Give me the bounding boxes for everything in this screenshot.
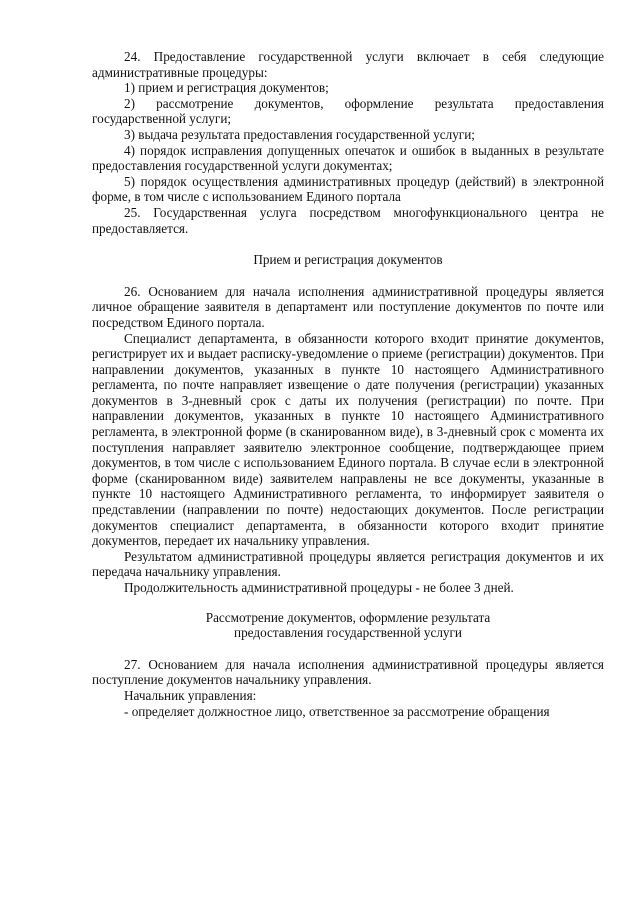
item-25: 25. Государственная услуга посредством многофункционального центра не предоставляется. xyxy=(92,204,604,236)
section-heading-review-line1: Рассмотрение документов, оформление результата xyxy=(205,609,491,625)
section-heading-review-line2: предоставления государственной услуги xyxy=(234,625,462,641)
item-24-intro: 24. Предоставление государственной услуги включает в себя следующие административные процедуры: xyxy=(92,49,604,80)
procedure-2: 2) рассмотрение документов, оформление результата предоставления государственной услуги; xyxy=(92,95,604,127)
section-heading-reception: Прием и регистрация документов xyxy=(253,252,443,268)
procedure-1: 1) прием и регистрация документов; xyxy=(124,80,329,96)
procedure-5: 5) порядок осуществления административных процедур (действий) в электронной форме, в том числе с использованием Единого портала xyxy=(92,173,604,205)
procedure-3: 3) выдача результата предоставления государственной услуги; xyxy=(124,126,475,142)
item-27: 27. Основанием для начала исполнения административной процедуры является поступление документов начальнику управления. xyxy=(92,656,604,688)
head-of-department-label: Начальник управления: xyxy=(124,687,257,703)
item-26: 26. Основанием для начала исполнения административной процедуры является личное обращение заявителя в департамент или поступление документов по почте или посредством Единого портала. xyxy=(92,283,604,330)
result-paragraph: Результатом административной процедуры является регистрация документов и их передача начальнику управления. xyxy=(92,548,604,580)
document-body xyxy=(92,49,604,719)
procedure-4: 4) порядок исправления допущенных опечаток и ошибок в выданных в результате предоставления государственной услуги документах; xyxy=(92,142,604,174)
specialist-paragraph: Специалист департамента, в обязанности которого входит принятие документов, регистрирует их и выдает расписку-уведомление о приеме (регистрации) документов. При направлении документов, указанных в пункте 10 настоящего Административного регламента, по почте направляет извещение о дате получения (регистрации) указанных документов в 3-дневный срок с даты их получения (регистрации) по почте. При направлении документов, указанных в пункте 10 настоящего Административного регламента, в электронной форме (в сканированном виде), в 3-дневный срок с момента их поступления направляет заявителю электронное сообщение, подтверждающее прием документов, в том числе с использованием Единого портала. В случае если в электронной форме (сканированном виде) заявителем направлены не все документы, указанные в пункте 10 настоящего Административного регламента, то информирует заявителя о представлении (направлении по почте) недостающих документов. После регистрации документов специалист департамента, в обязанности которого входит принятие документов, передает их начальнику управления. xyxy=(92,330,604,549)
duty-item: - определяет должностное лицо, ответственное за рассмотрение обращения xyxy=(124,703,550,719)
duration-paragraph: Продолжительность административной процедуры - не более 3 дней. xyxy=(124,580,514,595)
